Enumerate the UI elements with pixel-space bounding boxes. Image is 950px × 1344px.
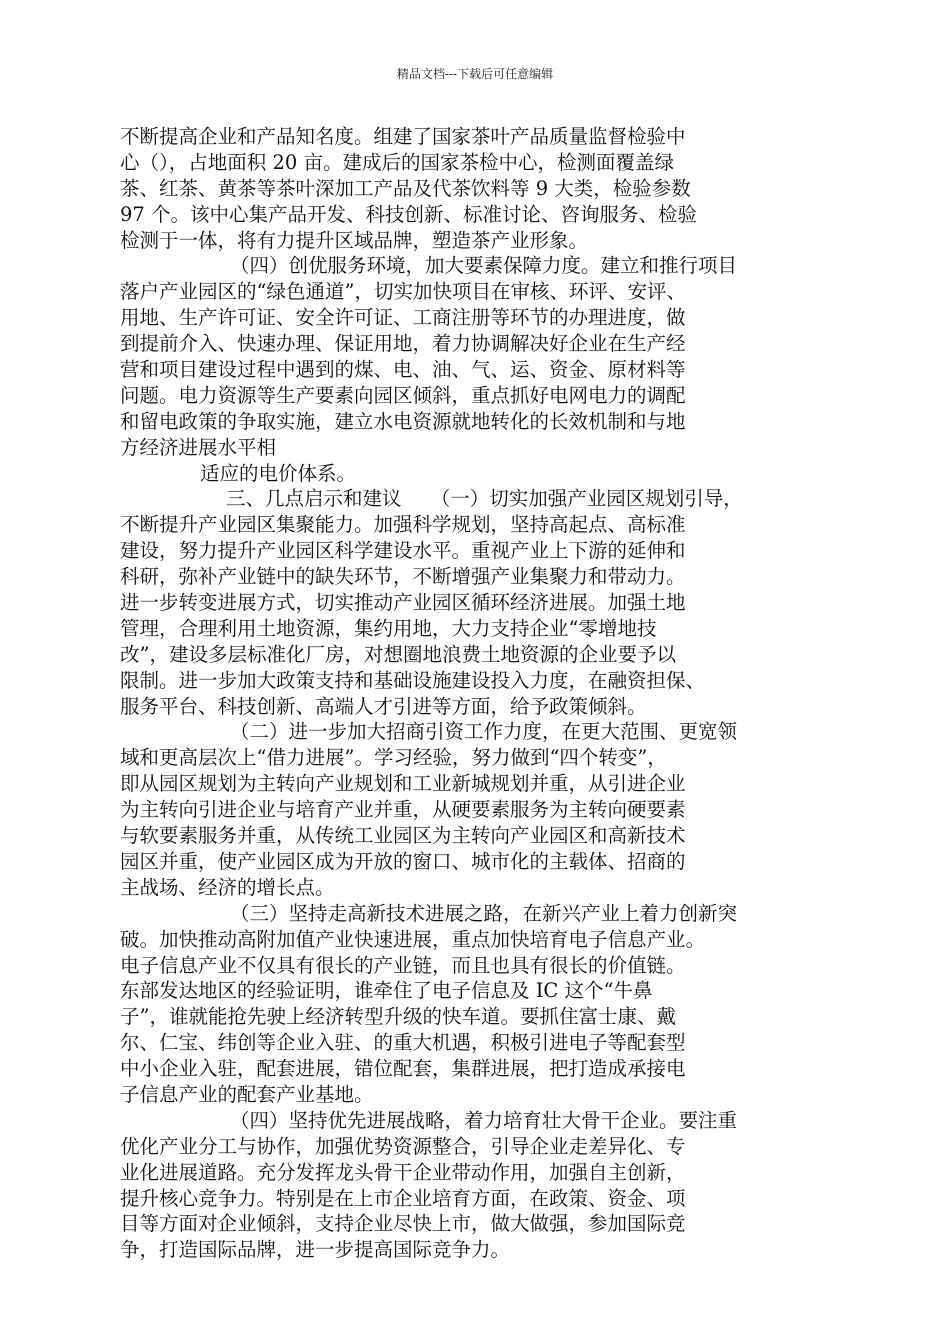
body-text [120,124,840,1263]
text-line: 园区并重，使产业园区成为开放的窗口、城市化的主载体、招商的 [120,849,686,873]
section-heading: 三、几点启示和建议 （一）切实加强产业园区规划引导， [226,487,743,511]
paragraph-start: （四）创优服务环境，加大要素保障力度。建立和推行项目 [230,254,738,278]
text-line: 落户产业园区的“绿色通道”，切实加快项目在审核、环评、安评、 [120,280,686,304]
text-line: 改”，建设多层标准化厂房，对想圈地浪费土地资源的企业要予以 [120,642,676,666]
text-line: 营和项目建设过程中遇到的煤、电、油、气、运、资金、原材料等 [120,358,686,382]
text-line: 建设，努力提升产业园区科学建设水平。重视产业上下游的延伸和 [120,539,686,563]
text-line: 用地、生产许可证、安全许可证、工商注册等环节的办理进度，做 [120,306,686,330]
text-line: 主战场、经济的增长点。 [120,875,335,899]
text-line: 尔、仁宝、纬创等企业入驻、的重大机遇，积极引进电子等配套型 [120,1031,686,1055]
text-line: 子”，谁就能抢先驶上经济转型升级的快车道。要抓住富士康、戴 [120,1005,676,1029]
text-line: 目等方面对企业倾斜，支持企业尽快上市，做大做强，参加国际竞 [120,1212,686,1236]
text-line: 子信息产业的配套产业基地。 [120,1082,374,1106]
page-header: 精品文档---下载后可任意编辑 [396,67,554,81]
text-line: 业化进展道路。充分发挥龙头骨干企业带动作用，加强自主创新， [120,1160,686,1184]
text-line: 心（），占地面积 20 亩。建成后的国家茶检中心，检测面覆盖绿 [120,150,674,174]
text-line: 不断提升产业园区集聚能力。加强科学规划，坚持高起点、高标准 [120,513,686,537]
text-line: 即从园区规划为主转向产业规划和工业新城规划并重，从引进企业 [120,772,686,796]
text-line: 问题。电力资源等生产要素向园区倾斜，重点抓好电网电力的调配 [120,383,686,407]
text-line: 限制。进一步加大政策支持和基础设施建设投入力度，在融资担保、 [120,668,706,692]
text-line: 中小企业入驻，配套进展，错位配套，集群进展，把打造成承接电 [120,1057,686,1081]
text-line: 破。加快推动高附加值产业快速进展，重点加快培育电子信息产业。 [120,927,706,951]
paragraph-start: （三）坚持走高新技术进展之路，在新兴产业上着力创新突 [230,901,738,925]
text-line: 方经济进展水平相 [120,435,277,459]
text-line: 域和更高层次上“借力进展”。学习经验，努力做到“四个转变”， [120,746,667,770]
text-line: 和留电政策的争取实施，建立水电资源就地转化的长效机制和与地 [120,409,686,433]
text-line: 不断提高企业和产品知名度。组建了国家茶叶产品质量监督检验中 [120,125,686,148]
text-line: 97 个。该中心集产品开发、科技创新、标准讨论、咨询服务、检验 [120,202,698,226]
text-line: 进一步转变进展方式，切实推动产业园区循环经济进展。加强土地 [120,591,686,615]
text-line: 电子信息产业不仅具有很长的产业链，而且也具有很长的价值链。 [120,953,686,977]
text-line: 东部发达地区的经验证明，谁牵住了电子信息及 IC 这个“牛鼻 [120,979,653,1003]
paragraph-start: （四）坚持优先进展战略，着力培育壮大骨干企业。要注重 [230,1108,738,1132]
text-line: 到提前介入、快速办理、保证用地，着力协调解决好企业在生产经 [120,332,686,356]
text-line: 茶、红茶、黄茶等茶叶深加工产品及代茶饮料等 9 大类，检验参数 [120,176,691,200]
text-line: 检测于一体，将有力提升区域品牌，塑造茶产业形象。 [120,228,589,252]
text-line: 优化产业分工与协作，加强优势资源整合，引导企业走差异化、专 [120,1134,686,1158]
text-line: 管理，合理利用土地资源，集约用地，大力支持企业“零增地技 [120,616,657,640]
text-line: 为主转向引进企业与培育产业并重，从硬要素服务为主转向硬要素 [120,798,686,822]
text-line: 适应的电价体系。 [200,461,357,485]
text-line: 科研，弥补产业链中的缺失环节，不断增强产业集聚力和带动力。 [120,565,686,589]
paragraph-start: （二）进一步加大招商引资工作力度，在更大范围、更宽领 [230,720,738,744]
text-line: 提升核心竞争力。特别是在上市企业培育方面，在政策、资金、项 [120,1186,686,1210]
text-line: 争，打造国际品牌，进一步提高国际竞争力。 [120,1238,511,1262]
text-line: 服务平台、科技创新、高端人才引进等方面，给予政策倾斜。 [120,694,647,718]
text-line: 与软要素服务并重，从传统工业园区为主转向产业园区和高新技术 [120,824,686,848]
